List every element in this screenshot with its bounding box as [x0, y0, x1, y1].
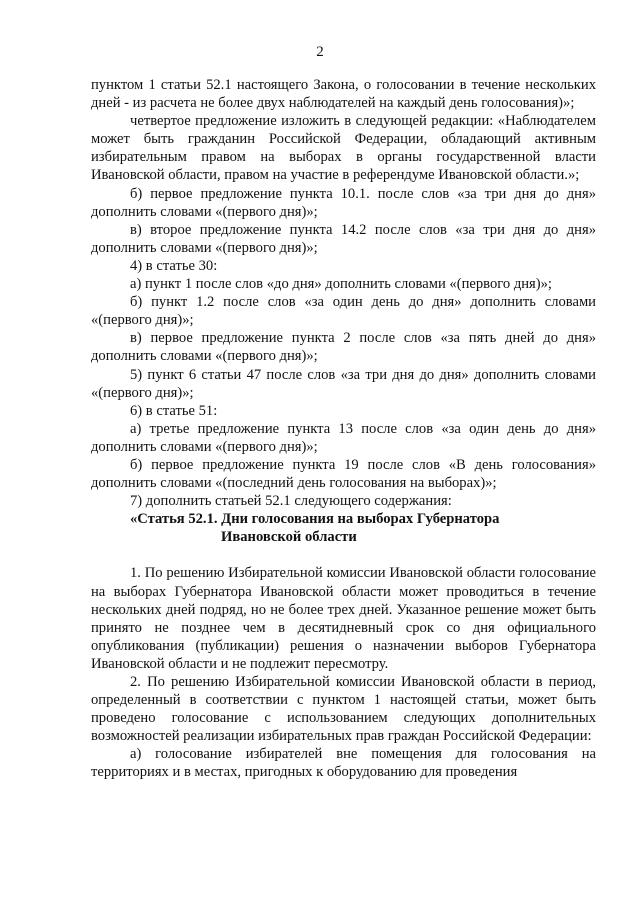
paragraph: в) первое предложение пункта 2 после слов «за пять дней до дня» дополнить словами «(первого дня)»; — [91, 330, 596, 365]
blank-line — [91, 546, 596, 564]
paragraph: 6) в статье 51: — [130, 402, 218, 419]
paragraph: 5) пункт 6 статьи 47 после слов «за три дня до дня» дополнить словами «(первого дня)»; — [91, 366, 596, 401]
article-heading-continuation: Ивановской области — [221, 529, 357, 546]
paragraph: б) первое предложение пункта 19 после слов «В день голосования» дополнить словами «(последний день голосования на выборах)»; — [91, 456, 596, 492]
paragraph: пунктом 1 статьи 52.1 настоящего Закона, о голосовании в течение нескольких дней - из расчета не более двух наблюдателей на каждый день голосования)»; — [91, 77, 596, 112]
page-number: 2 — [316, 44, 324, 60]
paragraph: а) третье предложение пункта 13 после слов «за один день до дня» дополнить словами «(первого дня)»; — [91, 420, 596, 455]
paragraph: 7) дополнить статьей 52.1 следующего содержания: — [130, 493, 452, 510]
paragraph: а) пункт 1 после слов «до дня» дополнить словами «(первого дня)»; — [130, 276, 552, 293]
article-paragraph: 2. По решению Избирательной комиссии Ивановской области в период, определенный в соответствии с пунктом 1 настоящей статьи, может быть проведено голосование с использованием следующих дополнительных возможностей реализации избирательных прав граждан Российской Федерации: — [91, 674, 596, 745]
paragraph: б) первое предложение пункта 10.1. после слов «за три дня до дня» дополнить словами «(первого дня)»; — [91, 185, 596, 220]
article-heading: «Статья 52.1. Дни голосования на выборах Губернатора — [130, 511, 500, 528]
article-paragraph: 1. По решению Избирательной комиссии Ивановской области голосование на выборах Губернатора Ивановской области может проводиться в течение нескольких дней подряд, но не более трех дней. Указанное решение может быть принято не позднее чем в десятидневный срок со дня официального опубликования (публикации) решения о назначении выборов Губернатора Ивановской области и не подлежит пересмотру. — [91, 565, 596, 672]
document-body — [91, 76, 596, 782]
paragraph: в) второе предложение пункта 14.2 после слов «за три дня до дня» дополнить словами «(первого дня)»; — [91, 221, 596, 256]
paragraph: 4) в статье 30: — [130, 257, 218, 274]
paragraph: четвертое предложение изложить в следующей редакции: «Наблюдателем может быть гражданин Российской Федерации, обладающий активным избирательным правом на выборах в органы государственной власти Ивановской области, правом на участие в референдуме Ивановской области.»; — [91, 113, 596, 184]
paragraph: б) пункт 1.2 после слов «за один день до дня» дополнить словами «(первого дня)»; — [91, 294, 596, 329]
article-paragraph: а) голосование избирателей вне помещения для голосования на территориях и в местах, пригодных к оборудованию для проведения — [91, 746, 596, 781]
